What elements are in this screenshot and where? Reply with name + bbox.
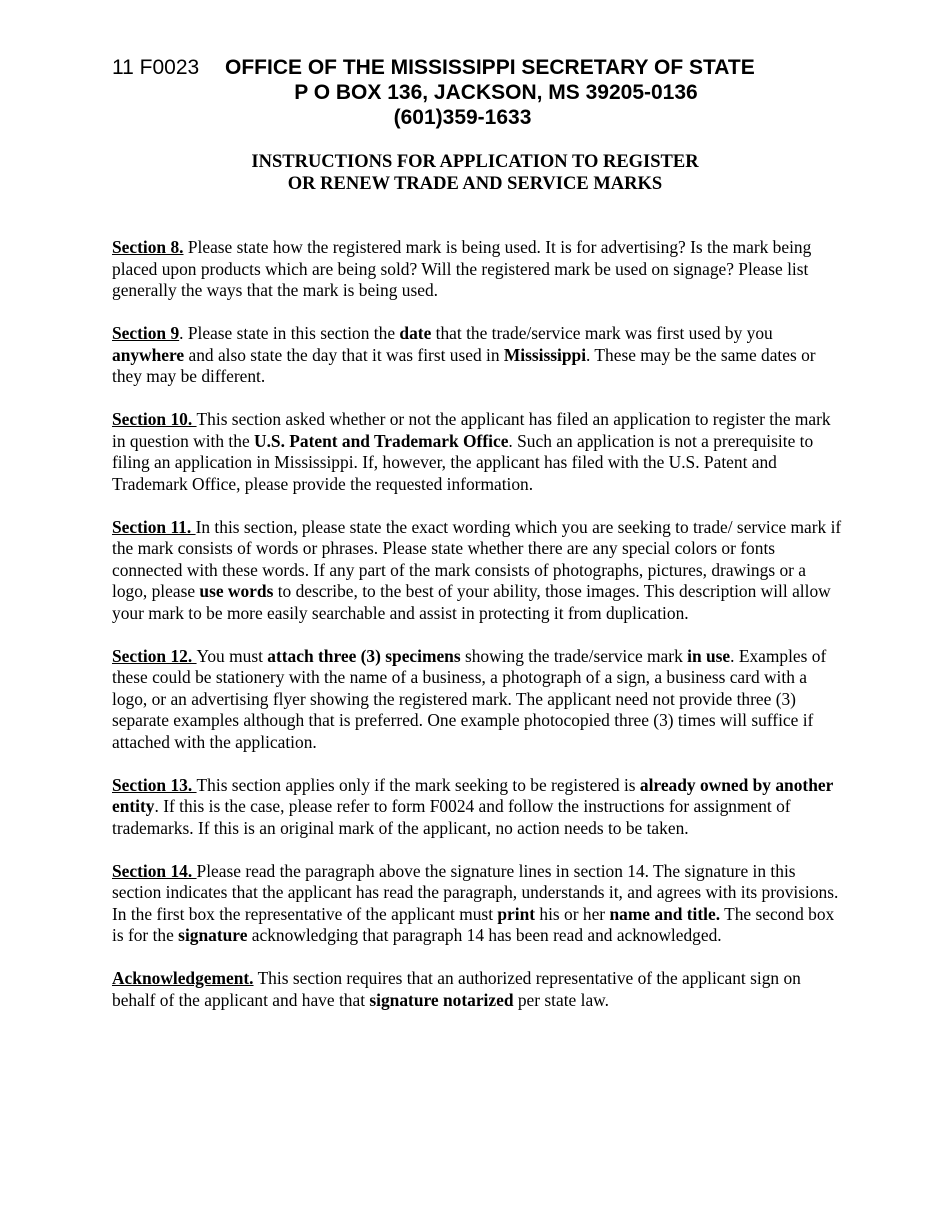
section-9-bold-3: Mississippi [503, 344, 587, 365]
section-9-label: Section 9 [112, 323, 180, 343]
section-13-label: Section 13. [112, 774, 197, 795]
section-11-text-2: to describe, to the best of your ability, those images. This description will allow your mark to be more easily searchable and assist in protecting it from duplication. [112, 581, 831, 623]
section-11-paragraph [112, 517, 842, 625]
title-line-1: INSTRUCTIONS FOR APPLICATION TO REGISTER [251, 152, 699, 172]
acknowledgement-label: Acknowledgement. [112, 968, 254, 988]
section-12-label: Section 12. [112, 645, 197, 666]
acknowledgement-text-1: This section requires that an authorized representative of the applicant sign on behalf of the applicant and have that [112, 968, 801, 1010]
office-name: OFFICE OF THE MISSISSIPPI SECRETARY OF STATE [225, 56, 755, 79]
section-9-text-1: . Please state in this section the [179, 323, 400, 343]
section-9-bold-2: anywhere [112, 344, 185, 365]
section-10-bold-1: U.S. Patent and Trademark Office [254, 430, 509, 451]
section-9-paragraph [112, 323, 842, 388]
section-13-text-1: This section applies only if the mark seeking to be registered is [196, 774, 640, 795]
form-number: 11 F0023 [112, 56, 200, 79]
section-11-text-1: In this section, please state the exact wording which you are seeking to trade/ service mark if the mark consists of words or phrases. Please state whether there are any special colors or fonts connected with these words. If any part of the mark consists of photographs, pictures, drawings or a logo, please [112, 516, 842, 601]
office-address: P O BOX 136, JACKSON, MS 39205-0136 [294, 81, 698, 104]
section-12-paragraph [112, 646, 842, 754]
section-14-bold-2: name and title. [609, 903, 721, 924]
section-14-bold-1: print [497, 903, 536, 924]
section-8-label: Section 8. [112, 237, 184, 257]
section-11-label: Section 11. [112, 516, 196, 537]
section-8-text: Please state how the registered mark is being used. It is for advertising? Is the mark being placed upon products which are being sold? Will the registered mark be used on signage? Please list generally the ways that the mark is being used. [112, 237, 812, 300]
section-14-bold-3: signature [178, 925, 248, 945]
section-13-bold-1: already owned by another entity [112, 774, 833, 816]
section-12-text-1: You must [196, 645, 268, 666]
section-14-text-2: his or her [535, 903, 610, 924]
section-12-text-3: . Examples of these could be stationery with the name of a business, a photograph of a sign, a business card with a logo, or an advertising flyer showing the registered mark. The applicant need not provide three (3) separate examples although that is preferred. One example photocopied three (3) times will suffice if attached with the application. [112, 645, 827, 752]
section-8-paragraph [112, 237, 842, 302]
section-11-bold-1: use words [199, 581, 274, 601]
section-10-label: Section 10. [112, 409, 197, 429]
section-13-text-2: . If this is the case, please refer to form F0024 and follow the instructions for assignment of trademarks. If this is an original mark of the applicant, no action needs to be taken. [112, 796, 791, 838]
instructions-body [112, 237, 842, 1033]
section-13-paragraph [112, 775, 842, 840]
section-12-bold-2: in use [687, 645, 731, 666]
section-14-paragraph [112, 861, 842, 947]
section-9-text-3: and also state the day that it was first used in [184, 344, 504, 365]
section-9-text-4: . These may be the same dates or they may be different. [112, 344, 816, 386]
section-14-label: Section 14. [112, 860, 197, 881]
section-12-text-2: showing the trade/service mark [460, 645, 688, 666]
section-14-text-1: Please read the paragraph above the signature lines in section 14. The signature in this section indicates that the applicant has read the paragraph, understands it, and agrees with its provisions. In the first box the representative of the applicant must [112, 860, 839, 924]
title-line-2: OR RENEW TRADE AND SERVICE MARKS [287, 174, 663, 194]
section-10-text-1: This section asked whether or not the applicant has filed an application to register the mark in question with the [112, 409, 831, 451]
acknowledgement-text-2: per state law. [513, 989, 609, 1010]
section-14-text-4: acknowledging that paragraph 14 has been read and acknowledged. [247, 925, 722, 945]
acknowledgement-bold-1: signature notarized [369, 989, 514, 1010]
section-10-paragraph [112, 409, 842, 495]
document-title [0, 151, 950, 195]
section-10-text-2: . Such an application is not a prerequisite to filing an application in Mississippi. If, however, the applicant has filed with the U.S. Patent and Trademark Office, please provide the requested information. [112, 430, 814, 494]
section-12-bold-1: attach three (3) specimens [267, 645, 461, 666]
section-14-text-3: The second box is for the [112, 903, 835, 945]
office-phone: (601)359-1633 [393, 106, 532, 129]
section-9-bold-1: date [399, 323, 432, 343]
acknowledgement-paragraph [112, 968, 842, 1011]
section-9-text-2: that the trade/service mark was first used by you [431, 323, 773, 343]
